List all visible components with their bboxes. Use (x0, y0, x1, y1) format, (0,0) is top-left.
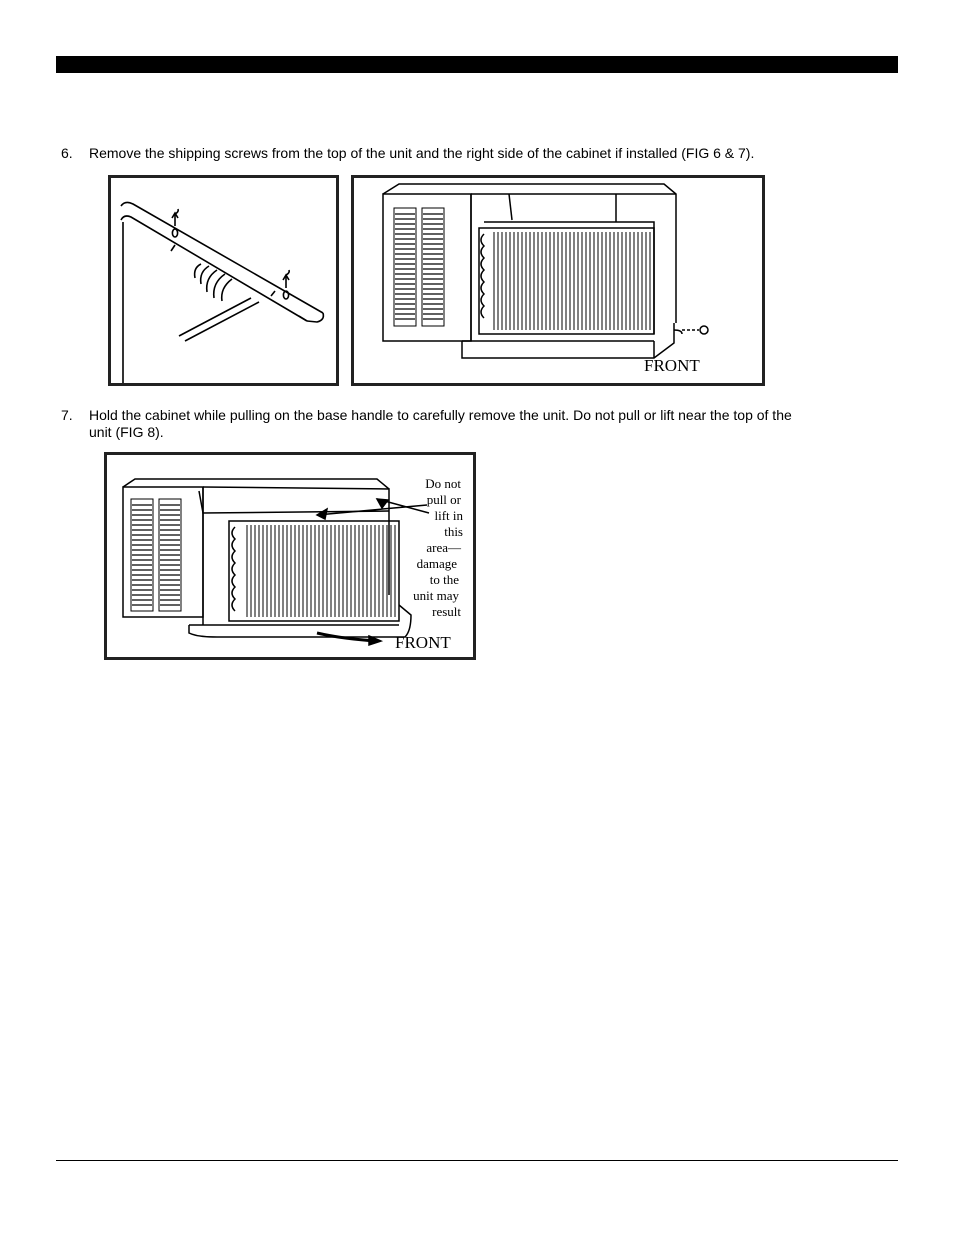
step-7 (61, 407, 891, 441)
footer-rule (56, 1160, 898, 1161)
step-text-line-2: unit (FIG 8). (89, 424, 164, 440)
step-text-line-1: Hold the cabinet while pulling on the base handle to carefully remove the unit. Do not pull or lift near the top of the (89, 407, 792, 423)
step-number: 6. (61, 145, 73, 161)
top-screws-drawing (111, 178, 336, 383)
warning-line: result (432, 604, 461, 619)
warning-line: unit may (413, 588, 459, 603)
figure-6-top-screws (108, 175, 339, 386)
warning-line: to the (429, 572, 459, 587)
air-conditioner-side-screw-drawing (354, 178, 762, 383)
figure-7-side-screw (351, 175, 765, 386)
warning-line: Do not (425, 476, 461, 491)
front-label: FRONT (644, 356, 700, 375)
figure-8-remove-unit (104, 452, 476, 660)
warning-line: damage (416, 556, 457, 571)
step-number: 7. (61, 407, 73, 423)
front-label: FRONT (395, 633, 451, 652)
warning-line: area— (426, 540, 461, 555)
step-text: Remove the shipping screws from the top of the unit and the right side of the cabinet if installed (FIG 6 & 7). (89, 145, 755, 161)
step-6 (61, 145, 891, 162)
warning-line: this (444, 524, 463, 539)
warning-line: lift in (434, 508, 463, 523)
header-bar (56, 56, 898, 73)
warning-line: pull or (426, 492, 461, 507)
